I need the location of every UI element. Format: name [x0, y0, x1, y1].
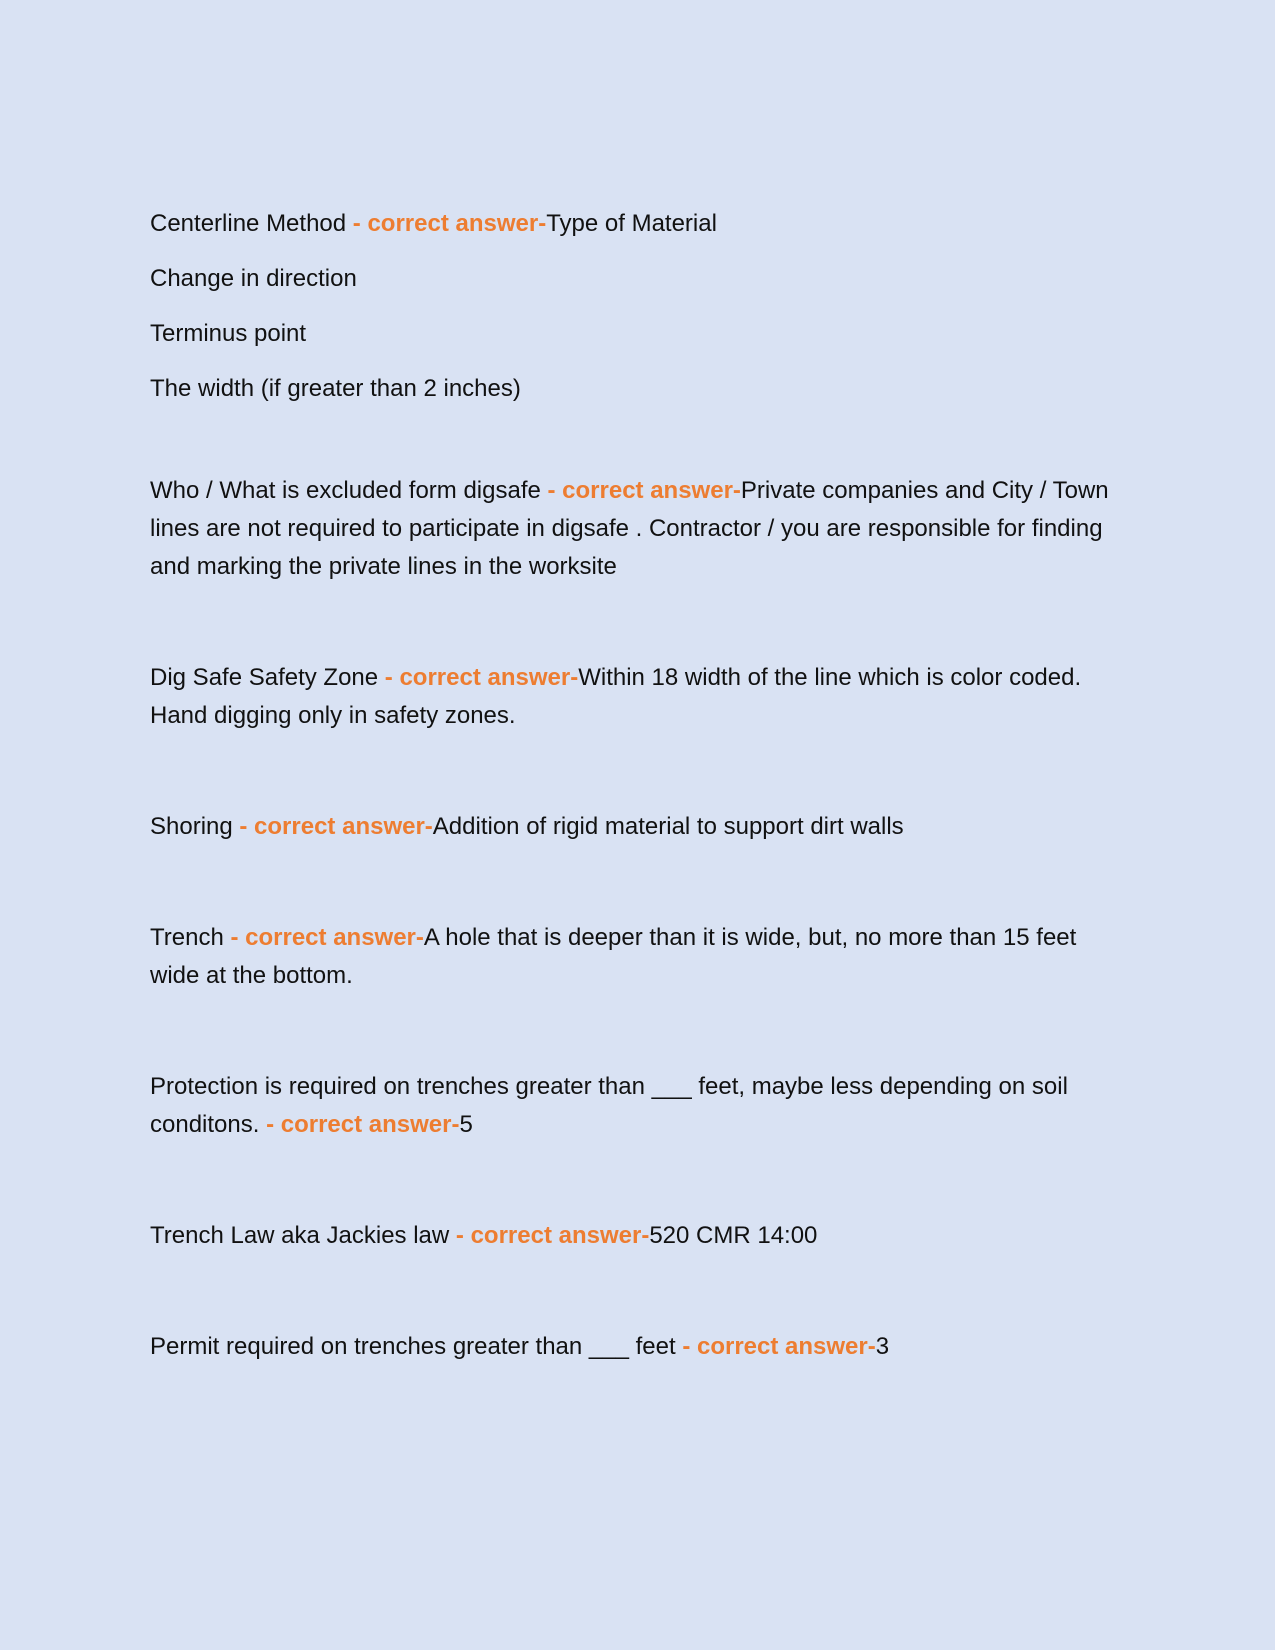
correct-answer-label: - correct answer-	[384, 664, 579, 691]
question-text: Permit required on trenches greater than ___ feet	[150, 1333, 683, 1360]
flashcard	[150, 1068, 1125, 1144]
answer-line: Change in direction	[150, 265, 357, 292]
answer-text: Type of Material	[546, 210, 717, 237]
answer-text: Within 18 width of the line which is color coded. Hand digging only in safety zones.	[150, 664, 1082, 729]
correct-answer-label: - correct answer-	[230, 924, 424, 951]
flashcard	[150, 472, 1125, 586]
question-text: Protection is required on trenches greater than ___ feet, maybe less depending on soil conditons.	[150, 1073, 1068, 1138]
answer-text: 520 CMR 14:00	[649, 1222, 818, 1249]
flashcard	[150, 1217, 1125, 1255]
correct-answer-label: - correct answer-	[352, 210, 547, 237]
answer-text: 5	[459, 1111, 473, 1138]
flashcard	[150, 808, 1125, 846]
question-text: Who / What is excluded form digsafe	[150, 477, 548, 504]
answer-text: Private companies and City / Town lines are not required to participate in digsafe . Contractor / you are responsible for finding and marking the private lines in the worksite	[150, 477, 1109, 580]
answer-line: The width (if greater than 2 inches)	[150, 375, 521, 402]
question-text: Dig Safe Safety Zone	[150, 664, 385, 691]
card-first-line	[150, 205, 1125, 243]
question-text: Centerline Method	[150, 210, 353, 237]
flashcard	[150, 919, 1125, 995]
correct-answer-label: - correct answer-	[455, 1222, 650, 1249]
answer-text: Addition of rigid material to support dirt walls	[432, 813, 904, 840]
answer-line: Terminus point	[150, 320, 307, 347]
question-text: Shoring	[150, 813, 240, 840]
correct-answer-label: - correct answer-	[547, 477, 741, 504]
correct-answer-label: - correct answer-	[239, 813, 433, 840]
answer-text: 3	[875, 1333, 890, 1360]
flashcard	[150, 659, 1125, 735]
flashcard	[150, 1328, 1125, 1366]
answer-text: A hole that is deeper than it is wide, but, no more than 15 feet wide at the bottom.	[150, 924, 1077, 989]
flashcard	[150, 205, 1125, 408]
correct-answer-label: - correct answer-	[682, 1333, 876, 1360]
question-text: Trench Law aka Jackies law	[150, 1222, 456, 1249]
correct-answer-label: - correct answer-	[266, 1111, 460, 1138]
question-text: Trench	[150, 924, 231, 951]
